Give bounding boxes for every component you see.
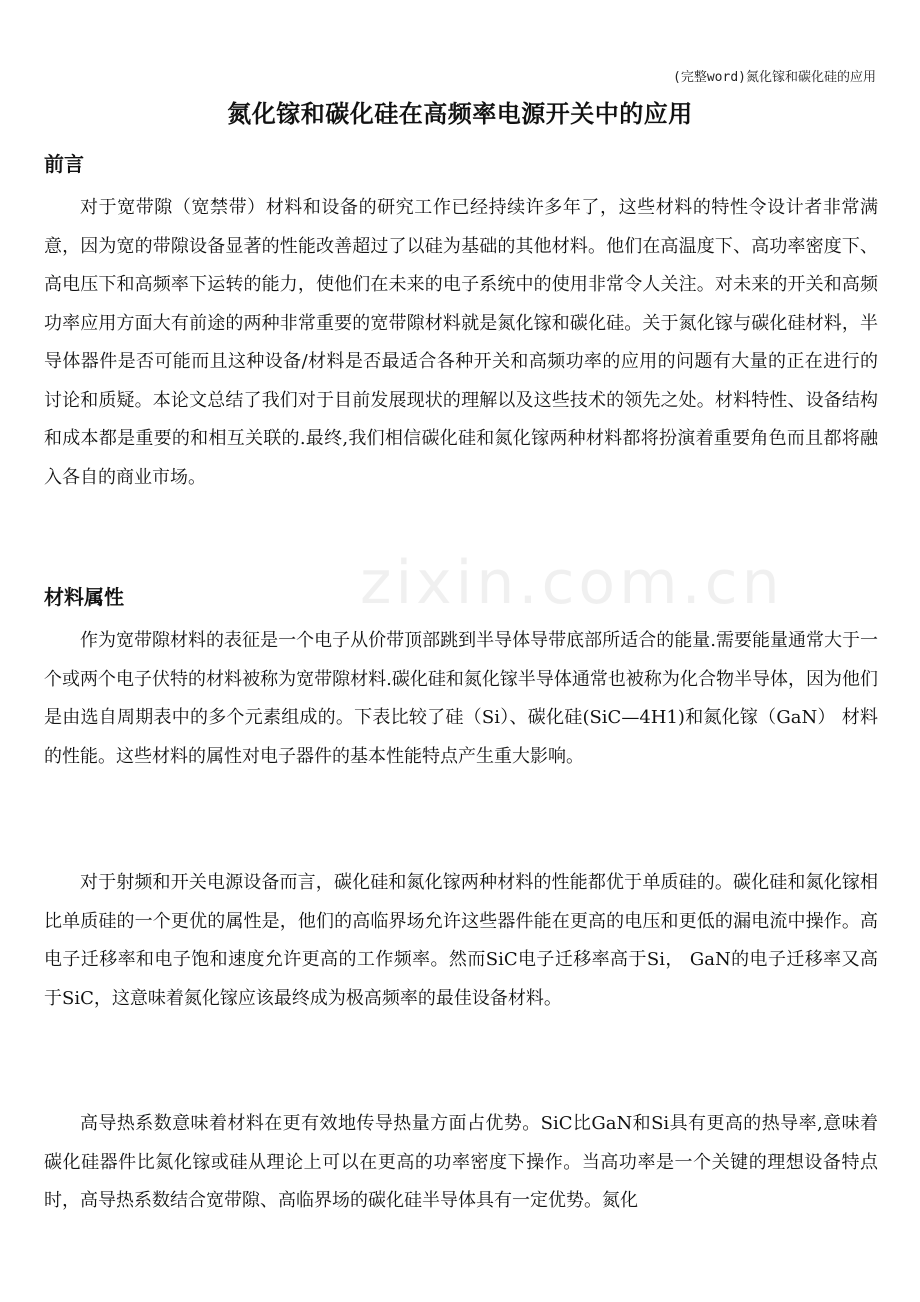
watermark: zixin.com.cn <box>360 548 784 618</box>
paragraph-material-1: 作为宽带隙材料的表征是一个电子从价带顶部跳到半导体导带底部所适合的能量.需要能量通常大于一个或两个电子伏特的材料被称为宽带隙材料.碳化硅和氮化镓半导体通常也被称为化合物半导体，因为他们是由选自周期表中的多个元素组成的。下表比较了硅（Si）、碳化硅(SiC—4H1)和氮化镓（GaN） 材料的性能。这些材料的属性对电子器件的基本性能特点产生重大影响。 <box>44 630 878 767</box>
paragraph-material-2: 对于射频和开关电源设备而言，碳化硅和氮化镓两种材料的性能都优于单质硅的。碳化硅和氮化镓相比单质硅的一个更优的属性是，他们的高临界场允许这些器件能在更高的电压和更低的漏电流中操作。高电子迁移率和电子饱和速度允许更高的工作频率。然而SiC电子迁移率高于Si， GaN的电子迁移率又高于SiC，这意味着氮化镓应该最终成为极高频率的最佳设备材料。 <box>44 872 878 1009</box>
section-heading-material-properties: 材料属性 <box>44 585 124 609</box>
document-title: 氮化镓和碳化硅在高频率电源开关中的应用 <box>227 100 693 128</box>
section-heading-preface: 前言 <box>44 152 84 176</box>
paragraph-preface: 对于宽带隙（宽禁带）材料和设备的研究工作已经持续许多年了，这些材料的特性令设计者非常满意，因为宽的带隙设备显著的性能改善超过了以硅为基础的其他材料。他们在高温度下、高功率密度下、高电压下和高频率下运转的能力，使他们在未来的电子系统中的使用非常令人关注。对未来的开关和高频功率应用方面大有前途的两种非常重要的宽带隙材料就是氮化镓和碳化硅。关于氮化镓与碳化硅材料，半导体器件是否可能而且这种设备/材料是否最适合各种开关和高频功率的应用的问题有大量的正在进行的讨论和质疑。本论文总结了我们对于目前发展现状的理解以及这些技术的领先之处。材料特性、设备结构和成本都是重要的和相互关联的.最终,我们相信碳化硅和氮化镓两种材料都将扮演着重要角色而且都将融入各自的商业市场。 <box>44 197 878 488</box>
paragraph-material-3: 高导热系数意味着材料在更有效地传导热量方面占优势。SiC比GaN和Si具有更高的热导率,意味着碳化硅器件比氮化镓或硅从理论上可以在更高的功率密度下操作。当高功率是一个关键的理想设备特点时，高导热系数结合宽带隙、高临界场的碳化硅半导体具有一定优势。氮化 <box>44 1113 878 1211</box>
header-note: (完整word)氮化镓和碳化硅的应用 <box>673 70 876 85</box>
